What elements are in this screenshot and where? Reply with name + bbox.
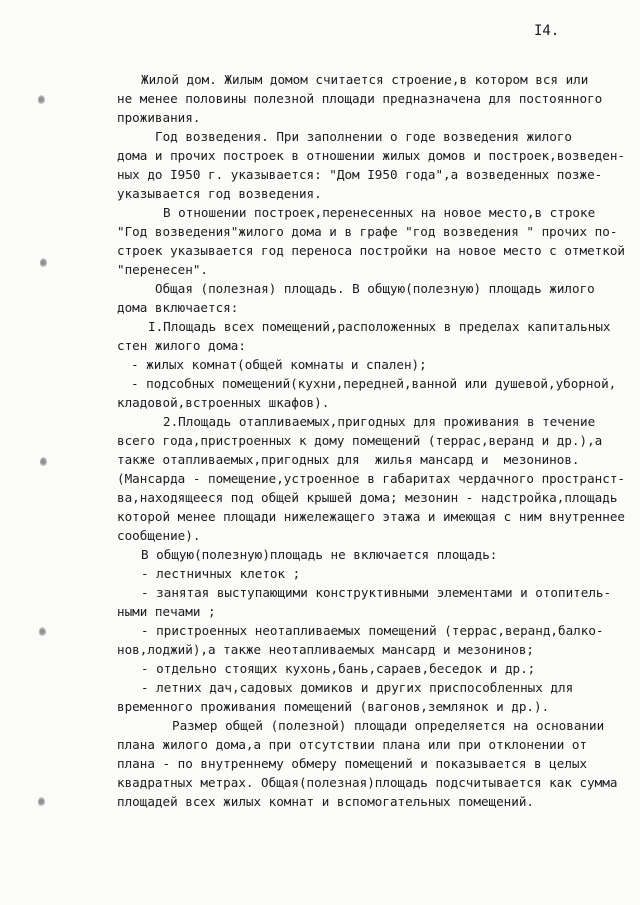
text-line: (Мансарда - помещение,устроенное в габаритах чердачного пространст- (117, 471, 625, 486)
list-item: - занятая выступающими конструктивными элементами и отопитель- (141, 585, 612, 600)
list-item-heated-area: 2.Площадь отапливаемых,пригодных для проживания в течение (163, 414, 596, 429)
text-line: ными печами ; (117, 604, 216, 619)
text-line: квадратных метрах. Общая(полезная)площадь подсчитывается как сумма (117, 775, 618, 790)
list-item: - летних дач,садовых домиков и других приспособленных для (141, 680, 574, 695)
text-line: строек указывается год переноса постройки на новое место с отметкой (117, 243, 625, 258)
text-line: плана - по внутреннему обмеру помещений и показывается в целых (117, 756, 588, 771)
paragraph-construction-year: Год возведения. При заполнении о годе возведения жилого (155, 129, 573, 144)
text-line: "Год возведения"жилого дома и в графе "год возведения " прочих по- (117, 224, 618, 239)
paragraph-area-size: Размер общей (полезной) площади определяется на основании (172, 718, 605, 733)
text-line: нов,лоджий),а также неотапливаемых мансард и мезонинов; (117, 642, 535, 657)
text-line: кладовой,встроенных шкафов). (117, 395, 330, 410)
paragraph-residential-house: Жилой дом. Жилым домом считается строение,в котором вся или (141, 72, 589, 87)
punch-hole-mark (38, 797, 45, 807)
list-item: - лестничных клеток ; (141, 566, 301, 581)
text-line: которой менее площади нижележащего этажа и имеющая с ним внутреннее (117, 509, 625, 524)
text-line: сообщение). (117, 528, 201, 543)
punch-hole-mark (38, 95, 45, 105)
text-line: "перенесен". (117, 262, 208, 277)
text-line: площадей всех жилых комнат и вспомогательных помещений. (117, 794, 535, 809)
paragraph-total-area: Общая (полезная) площадь. В общую(полезную) площадь жилого (155, 281, 595, 296)
text-line: ных до I950 г. указывается: "Дом I950 года",а возведенных позже- (117, 167, 603, 182)
document-body (117, 70, 625, 811)
text-line: также отапливаемых,пригодных для жилья мансард и мезонинов. (117, 452, 580, 467)
text-line: не менее половины полезной площади предназначена для постоянного (117, 91, 603, 106)
text-line: стен жилого дома: (117, 338, 246, 353)
punch-hole-mark (40, 457, 47, 467)
text-line: временного проживания помещений (вагонов,землянок и др.). (117, 699, 550, 714)
paragraph-excluded-area: В общую(полезную)площадь не включается площадь: (141, 547, 498, 562)
list-item-area-rooms: I.Площадь всех помещений,расположенных в пределах капитальных (148, 319, 611, 334)
text-line: проживания. (117, 110, 201, 125)
list-item: - отдельно стоящих кухонь,бань,сараев,беседок и др.; (141, 661, 536, 676)
punch-hole-mark (40, 258, 47, 268)
text-line: дома и прочих построек в отношении жилых домов и построек,возведен- (117, 148, 625, 163)
text-line: указывается год возведения. (117, 186, 322, 201)
text-line: ва,находящееся под общей крышей дома; мезонин - надстройка,площадь (117, 490, 618, 505)
list-item: - жилых комнат(общей комнаты и спален); (131, 357, 427, 372)
list-item: - подсобных помещений(кухни,передней,ванной или душевой,уборной, (131, 376, 617, 391)
list-item: - пристроенных неотапливаемых помещений (террас,веранд,балко- (141, 623, 604, 638)
punch-hole-mark (39, 627, 46, 637)
text-line: всего года,пристроенных к дому помещений (террас,веранд и др.),а (117, 433, 603, 448)
paragraph-relocated-buildings: В отношении построек,перенесенных на новое место,в строке (163, 205, 596, 220)
text-line: дома включается: (117, 300, 239, 315)
page-number: I4. (534, 23, 560, 39)
text-line: плана жилого дома,а при отсутствии плана или при отклонении от (117, 737, 588, 752)
